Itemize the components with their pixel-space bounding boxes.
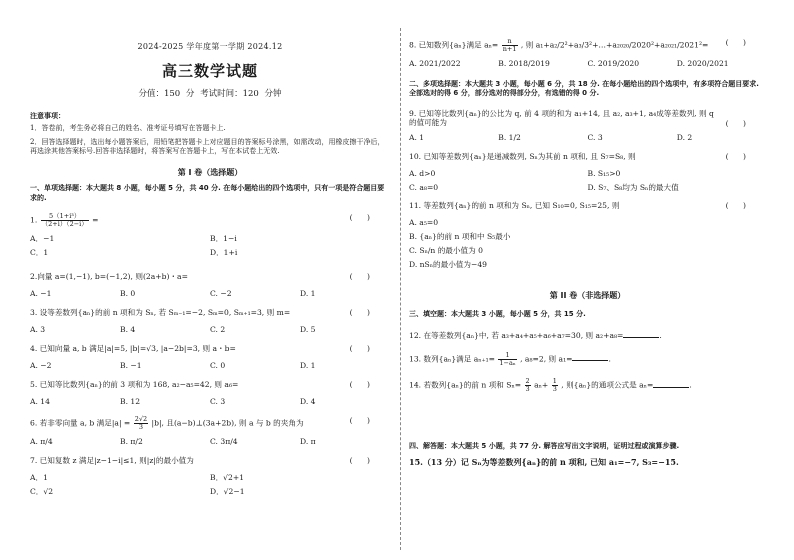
- option-b: B. −1: [120, 361, 142, 371]
- option-a: A. a₅=0: [409, 218, 439, 228]
- option-d: D. 2020/2021: [676, 58, 729, 68]
- question-6-fraction: $\frac{2√2}{3}$: [134, 415, 148, 432]
- question-4-stem: 4. 已知向量 a, b 满足|a|=5, |b|=√3, |a−2b|=3, 则 a・b=: [30, 344, 236, 354]
- option-d: D. 5: [300, 324, 316, 334]
- question-12-stem: 12. 在等差数列{aₙ}中, 若 a₃+a₄+a₅+a₆+a₇=30, 则 a₂+a₈=: [409, 330, 624, 340]
- option-b: B. 1/2: [498, 132, 521, 142]
- option-d: D. π: [300, 436, 316, 446]
- option-c: C. 2019/2020: [587, 58, 640, 68]
- note-item-1: 1．答卷前，考生务必将自己的姓名、准考证号填写在答题卡上.: [30, 124, 226, 133]
- exam-term: 2024-2025 学年度第一学期 2024.12: [137, 42, 283, 51]
- option-b: B. 0: [120, 288, 136, 298]
- question-5-stem: 5. 已知等比数列{aₙ}的前 3 项和为 168, a₂−a₅=42, 则 a₆=: [30, 380, 239, 390]
- answer-paren: ( ): [349, 213, 370, 222]
- question-6-stem: 6. 若非零向量 a, b 满足|a| = $\frac{2√2}{3}$ |b|, 且(a−b)⊥(3a+2b), 则 a 与 b 的夹角为: [30, 415, 304, 432]
- section-4-heading: 四、解答题：本大题共 5 小题，共 77 分. 解答应写出文字说明，证明过程或演算步骤.: [409, 441, 680, 450]
- answer-paren: ( ): [725, 151, 746, 161]
- question-11: [409, 201, 766, 212]
- option-a: A．1: [30, 473, 48, 483]
- exam-meta: 分值：150 分 考试时间：120 分钟: [138, 88, 282, 99]
- answer-paren: ( ): [349, 416, 370, 426]
- question-10-options: [409, 169, 766, 197]
- option-a: A. d>0: [409, 168, 436, 178]
- question-10: [409, 152, 766, 163]
- option-a: A．−1: [30, 233, 55, 243]
- question-3-stem: 3. 设等差数列{aₙ}的前 n 项和为 Sₙ, 若 Sₘ₋₁=−2, Sₘ=0, Sₘ₊₁=3, 则 m=: [30, 307, 291, 317]
- question-3-options: [30, 325, 390, 334]
- question-15: 15.（13 分）记 Sₙ为等差数列{aₙ}的前 n 项和, 已知 a₁=−7, S₃=−15.: [409, 457, 679, 468]
- option-c: C. 0: [210, 361, 226, 371]
- right-column: [401, 0, 794, 560]
- option-d: D. 1: [300, 361, 316, 371]
- option-d: D. 4: [300, 397, 316, 407]
- question-1: [30, 213, 390, 228]
- option-b: B. 4: [120, 324, 136, 334]
- question-8-stem: 8. 已知数列{aₙ}满足 aₙ= $\frac{n}{n+1}$ , 则 a₁+a₂/2²+a₃/3²+…+a₂₀₂₀/2020²+a₂₀₂₁/2021²=: [409, 37, 709, 53]
- question-11-options: [409, 218, 766, 274]
- answer-blank[interactable]: [623, 330, 659, 338]
- option-c: C. 3π/4: [210, 436, 238, 446]
- option-b: B. S₁₅>0: [587, 168, 621, 178]
- question-1-stem: 1. $\frac{\text{5（1+i³）}}{(2+i)(2-i)}$ =: [30, 212, 99, 228]
- note-item-2: 2．回答选择题时，选出每小题答案后，用铅笔把答题卡上对应题目的答案标号涂黑，如需改动，用橡皮擦干净后，再选涂其他答案标号.回答非选择题时，将答案写在答题卡上，写在本试卷上无效.: [30, 137, 385, 156]
- question-14-fraction-2: $\frac{1}{3}$: [552, 377, 557, 394]
- question-2-stem: 2.向量 a=(1,−1), b=(−1,2), 则(2a+b)・a=: [30, 271, 188, 281]
- question-6-options: [30, 437, 390, 446]
- option-c: C. 3: [587, 132, 603, 142]
- option-a: A. π/4: [30, 436, 53, 446]
- option-a: A. 3: [30, 324, 46, 334]
- answer-paren: ( ): [349, 271, 370, 281]
- option-d: D. S₇、S₈均为 Sₙ的最大值: [587, 183, 679, 193]
- answer-paren: ( ): [349, 344, 370, 354]
- answer-paren: ( ): [725, 201, 746, 211]
- question-14-fraction-1: $\frac{2}{3}$: [525, 377, 530, 394]
- question-8: [409, 38, 766, 53]
- question-4-options: [30, 361, 390, 370]
- question-7-options: [30, 473, 390, 501]
- question-12: 12. 在等差数列{aₙ}中, 若 a₃+a₄+a₅+a₆+a₇=30, 则 a₂+a₈= .: [409, 330, 662, 340]
- answer-paren: ( ): [349, 380, 370, 390]
- option-c: C．√2: [30, 487, 54, 497]
- option-c: C．1: [30, 247, 49, 257]
- option-d: D. 2: [676, 132, 693, 142]
- question-8-options: [409, 59, 766, 68]
- option-c: C. 2: [210, 324, 226, 334]
- notes-heading: 注意事项：: [30, 110, 65, 120]
- option-d: D．1+i: [210, 247, 238, 257]
- option-d: D. 1: [300, 288, 316, 298]
- volume-1-heading: 第 I 卷（选择题）: [177, 167, 243, 177]
- question-13-fraction: $\frac{1}{\text{1−aₙ}}$: [499, 350, 516, 367]
- question-13: 13. 数列{aₙ}满足 aₙ₊₁= $\frac{1}{\text{1−aₙ}}$ , a₈=2, 则 a₁= .: [409, 350, 611, 367]
- option-a: A. −2: [30, 361, 52, 371]
- notes: [30, 111, 390, 157]
- section-1-heading: 一、单项选择题：本大题共 8 小题，每小题 5 分，共 40 分. 在每小题给出的四个选项中，只有一项是符合题目要求的.: [30, 184, 385, 202]
- answer-space: [409, 393, 766, 435]
- section-3-heading: 三、填空题：本大题共 3 小题，每小题 5 分，共 15 分.: [409, 310, 586, 319]
- option-b: B. 2018/2019: [498, 58, 550, 68]
- option-b: B. π/2: [120, 436, 143, 446]
- question-2: [30, 272, 390, 283]
- page-title: 高三数学试题: [161, 61, 258, 80]
- question-9: [409, 109, 766, 127]
- question-14: 14. 若数列{aₙ}的前 n 项和 Sₙ= $\frac{2}{3}$ aₙ+ $\frac{1}{3}$ , 则{aₙ}的通项公式是 aₙ= .: [409, 377, 692, 394]
- answer-paren: ( ): [725, 38, 746, 47]
- answer-blank[interactable]: [572, 353, 608, 361]
- option-a: A. −1: [30, 288, 52, 298]
- question-8-fraction: $\frac{n}{n+1}$: [502, 37, 517, 53]
- question-11-stem: 11. 等差数列{aₙ}的前 n 项和为 Sₙ, 已知 S₁₀=0, S₁₅=25, 则: [409, 201, 620, 211]
- question-10-stem: 10. 已知等差数列{aₙ}是递减数列, Sₙ为其前 n 项和, 且 S₇=S₈, 则: [409, 151, 636, 161]
- question-7: [30, 456, 390, 467]
- option-d: D. nSₙ的最小值为−49: [409, 260, 488, 270]
- option-c: C. 3: [210, 397, 226, 407]
- option-a: A. 1: [409, 132, 425, 142]
- volume-2-heading: 第 II 卷（非选择题）: [549, 290, 626, 300]
- option-b: B．1−i: [210, 233, 237, 243]
- question-1-fraction: $\frac{\text{5（1+i³）}}{(2+i)(2-i)}$: [41, 212, 88, 228]
- question-5-options: [30, 397, 390, 406]
- question-5: [30, 380, 390, 391]
- question-3: [30, 308, 390, 319]
- question-2-options: [30, 289, 390, 298]
- answer-paren: ( ): [725, 118, 746, 128]
- option-c: C. a₈=0: [409, 183, 439, 193]
- question-9-options: [409, 133, 766, 142]
- option-a: A. 14: [30, 397, 50, 407]
- option-b: B．√2+1: [210, 473, 245, 483]
- option-c: C. −2: [210, 288, 232, 298]
- question-4: [30, 344, 390, 355]
- answer-paren: ( ): [349, 307, 370, 317]
- question-6: [30, 416, 390, 431]
- question-9-stem: 9. 已知等比数列{aₙ}的公比为 q, 前 4 项的和为 a₁+14, 且 a₂, a₃+1, a₄成等差数列, 则 q 的值可能为: [409, 108, 714, 127]
- section-2-heading: 二、多项选择题：本大题共 3 小题，每小题 6 分，共 18 分. 在每小题给出的四个选项中，有多项符合题目要求. 全部选对的得 6 分，部分选对的得部分分，有选错的得 0 分.: [409, 79, 759, 98]
- question-7-stem: 7. 已知复数 z 满足|z−1−i|≤1, 则|z|的最小值为: [30, 456, 194, 466]
- option-c: C. Sₙ/n 的最小值为 0: [409, 246, 483, 256]
- answer-paren: ( ): [349, 456, 370, 466]
- option-b: B. 12: [120, 397, 141, 407]
- answer-blank[interactable]: [653, 380, 689, 388]
- option-b: B. {aₙ}的前 n 项和中 S₅最小: [409, 232, 511, 242]
- option-d: D．√2−1: [210, 487, 245, 497]
- option-a: A. 2021/2022: [409, 58, 461, 68]
- question-1-options: [30, 234, 390, 262]
